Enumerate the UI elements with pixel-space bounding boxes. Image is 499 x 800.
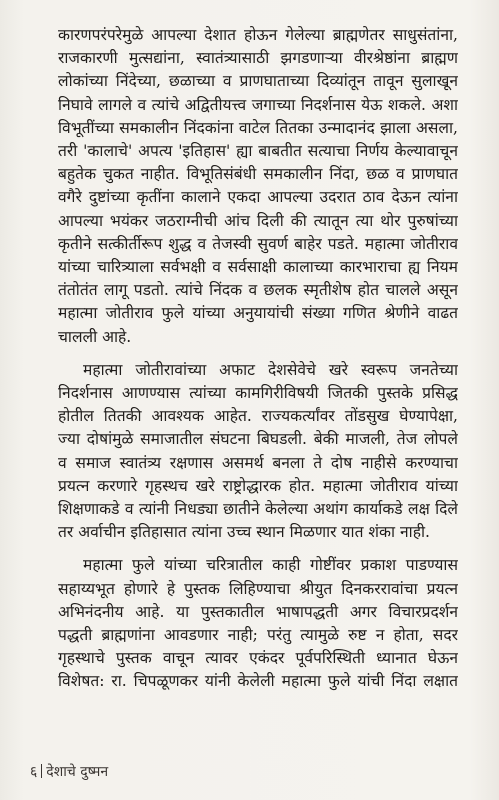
- body-text: [58, 24, 458, 694]
- text-line: प्रयत्न करणारे गृहस्थच खरे राष्ट्रोद्धारक होत. महात्मा जोतीराव यांच्या: [58, 476, 458, 495]
- text-line: विशेषत: रा. चिपळूणकर यांनी केलेली महात्मा फुले यांची निंदा लक्षात: [58, 672, 458, 691]
- text-line: आपल्या भयंकर जठराग्नीची आंच दिली की त्यातून त्या थोर पुरुषांच्या: [58, 211, 458, 230]
- text-line: व समाज स्वातंत्र्य रक्षणास असमर्थ बनला ते दोष नाहीसे करण्याचा: [58, 453, 458, 472]
- text-line: ज्या दोषांमुळे समाजातील संघटना बिघडली. बेकी माजली, तेज लोपले: [58, 430, 458, 449]
- text-line: शिक्षणाकडे व त्यांनी निधड्या छातीने केलेल्या अथांग कार्याकडे लक्ष दिले: [58, 500, 458, 519]
- paragraph-gap: [58, 544, 458, 554]
- text-line: बहुतेक चुकत नाहीत. विभूतिसंबंधी समकालीन निंदा, छळ व प्राणघात: [58, 165, 458, 184]
- text-line: तरी 'कालाचे' अपत्य 'इतिहास' ह्या बाबतीत सत्याचा निर्णय केल्यावाचून: [58, 142, 458, 161]
- text-line: लोकांच्या निंदेच्या, छळाच्या व प्राणघाताच्या दिव्यांतून तावून सुलाखून: [58, 72, 458, 91]
- text-line: कृतीने सत्कीर्तीरूप शुद्ध व तेजस्वी सुवर्ण बाहेर पडते. महात्मा जोतीराव: [58, 234, 458, 253]
- text-line: पद्धती ब्राह्मणांना आवडणार नाही; परंतु त्यामुळे रुष्ट न होता, सदर: [58, 626, 458, 645]
- text-line: महात्मा जोतीरावांच्या अफाट देशसेवेचे खरे स्वरूप जनतेच्या: [83, 360, 458, 379]
- text-line: महात्मा फुले यांच्या चरित्रातील काही गोष्टींवर प्रकाश पाडण्यास: [83, 556, 458, 575]
- text-line: तर अर्वाचीन इतिहासात त्यांना उच्च स्थान मिळणार यात शंका नाही.: [58, 523, 430, 542]
- text-line: कारणपरंपरेमुळे आपल्या देशात होऊन गेलेल्या ब्राह्मणेतर साधुसंतांना,: [58, 26, 458, 44]
- text-line: सहाय्यभूत होणारे हे पुस्तक लिहिण्याचा श्रीयुत दिनकररावांचा प्रयत्न: [58, 579, 458, 598]
- text-line: तंतोतंत लागू पडतो. त्यांचे निंदक व छलक स्मृतीशेष होत चालले असून: [58, 281, 458, 300]
- paragraph: [58, 24, 458, 349]
- page-footer: [30, 762, 108, 781]
- text-line: यांच्या चारित्र्याला सर्वभक्षी व सर्वसाक्षी कालाच्या कारभाराचा ह्य नियम: [58, 258, 458, 277]
- text-line: विभूतींच्या समकालीन निंदकांना वाटेल तितका उन्मादानंद झाला असला,: [58, 118, 458, 137]
- footer-divider: [41, 764, 42, 778]
- running-title: देशाचे दुष्मन: [46, 764, 109, 780]
- paragraph-gap: [58, 349, 458, 359]
- paragraph: [58, 359, 458, 545]
- text-line: महात्मा जोतीराव फुले यांच्या अनुयायांची संख्या गणित श्रेणीने वाढत: [58, 304, 458, 323]
- paragraph: [58, 554, 458, 693]
- text-line: होतील तितकी आवश्यक आहेत. राज्यकर्त्यांवर तोंडसुख घेण्यापेक्षा,: [58, 407, 458, 426]
- text-line: गृहस्थाचे पुस्तक वाचून त्यावर एकंदर पूर्वपरिस्थिती ध्यानात घेऊन: [58, 649, 458, 668]
- text-line: निघावे लागले व त्यांचे अद्वितीयत्त्व जगाच्या निदर्शनास येऊ शकले. अशा: [58, 95, 458, 114]
- text-line: अभिनंदनीय आहे. या पुस्तकातील भाषापद्धती अगर विचारप्रदर्शन: [58, 602, 458, 621]
- text-line: वगैरे दुष्टांच्या कृतींना कालाने एकदा आपल्या उदरात ठाव देऊन त्यांना: [58, 188, 458, 207]
- text-line: राजकारणी मुत्सद्यांना, स्वातंत्र्यासाठी झगडणाऱ्या वीरश्रेष्ठांना ब्राह्मण: [58, 49, 458, 68]
- page-number: ६: [30, 764, 38, 780]
- text-line: चालली आहे.: [58, 327, 132, 346]
- text-line: निदर्शनास आणण्यास त्यांच्या कामगिरीविषयी जितकी पुस्तके प्रसिद्ध: [58, 384, 458, 403]
